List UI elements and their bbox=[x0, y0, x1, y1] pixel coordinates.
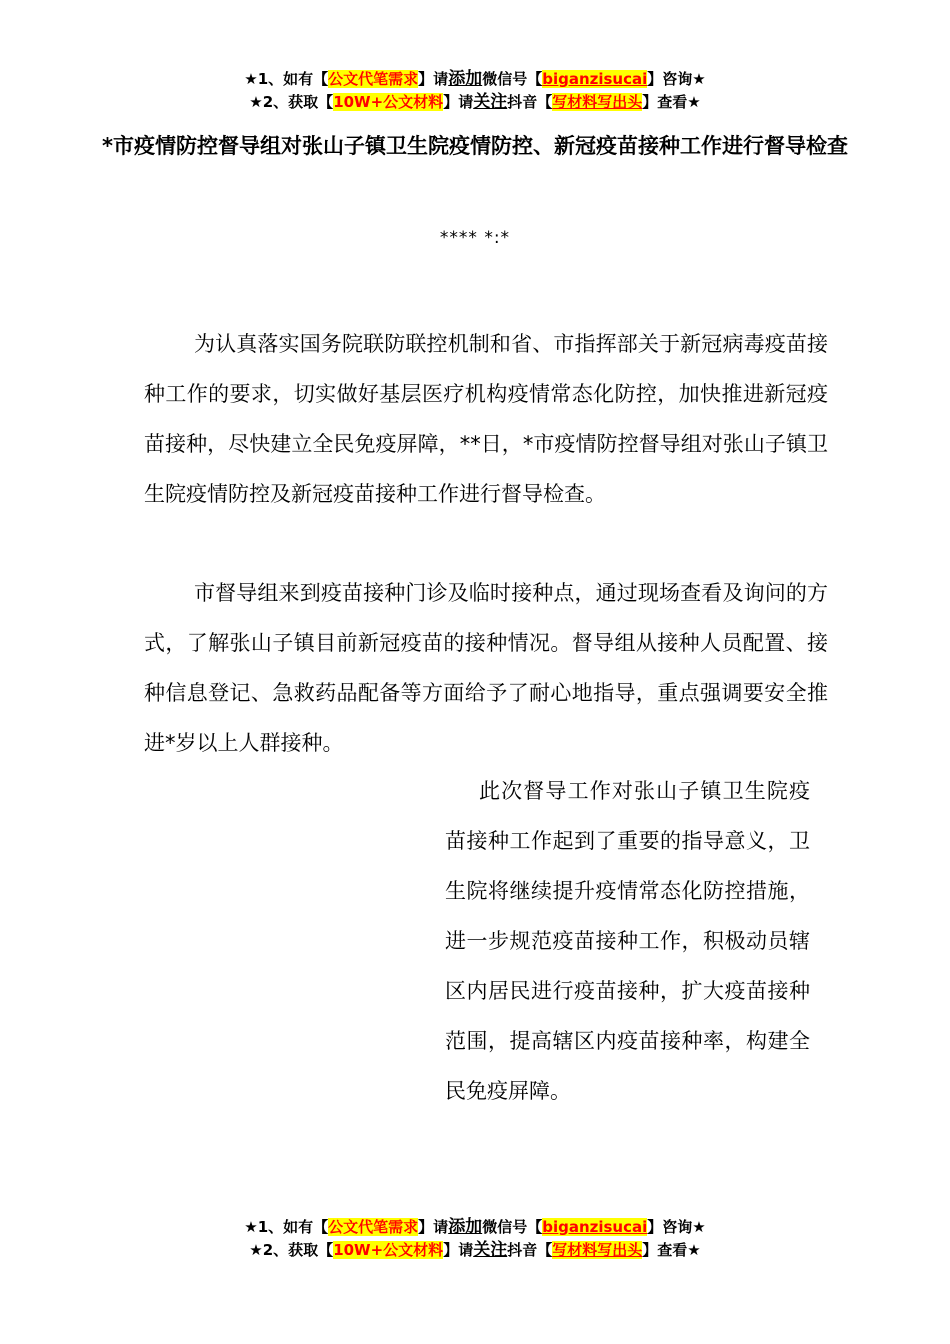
paragraph-2: 市督导组来到疫苗接种门诊及临时接种点，通过现场查看及询问的方式，了解张山子镇目前新冠疫苗的接种情况。督导组从接种人员配置、接种信息登记、急救药品配备等方面给予了耐心地指导，重点强调要安全推进*岁以上人群接种。 bbox=[144, 581, 828, 755]
banner-underlined: 添加 bbox=[448, 1217, 483, 1237]
banner-text: 抖音【 bbox=[507, 1241, 553, 1259]
banner-line-1 bbox=[0, 68, 950, 91]
wechat-id-link[interactable]: biganzisucai bbox=[542, 70, 648, 88]
banner-text: 微信号【 bbox=[482, 70, 543, 88]
banner-text: 微信号【 bbox=[482, 1218, 543, 1236]
banner-highlight: 10W+公文材料 bbox=[333, 93, 444, 111]
douyin-account-link[interactable]: 写材料写出头 bbox=[552, 93, 643, 111]
banner-text: ★2、获取【 bbox=[249, 1241, 334, 1259]
paragraph-1: 为认真落实国务院联防联控机制和省、市指挥部关于新冠病毒疫苗接种工作的要求，切实做好基层医疗机构疫情常态化防控，加快推进新冠疫苗接种，尽快建立全民免疫屏障，**日，*市疫情防控督导组对张山子镇卫生院疫情防控及新冠疫苗接种工作进行督导检查。 bbox=[144, 332, 828, 506]
footer-banner bbox=[0, 1216, 950, 1262]
banner-text: ★1、如有【 bbox=[244, 70, 329, 88]
banner-text: 】请 bbox=[418, 1218, 449, 1236]
banner-highlight: 公文代笔需求 bbox=[328, 70, 419, 88]
banner-text: 】请 bbox=[443, 1241, 474, 1259]
douyin-account-link[interactable]: 写材料写出头 bbox=[552, 1241, 643, 1259]
banner-underlined: 关注 bbox=[473, 1240, 508, 1260]
wechat-id-link[interactable]: biganzisucai bbox=[542, 1218, 648, 1236]
paragraph-3: 此次督导工作对张山子镇卫生院疫苗接种工作起到了重要的指导意义，卫生院将继续提升疫情常态化防控措施，进一步规范疫苗接种工作，积极动员辖区内居民进行疫苗接种，扩大疫苗接种范围，提高辖区内疫苗接种率，构建全民免疫屏障。 bbox=[445, 779, 810, 1103]
banner-highlight: 公文代笔需求 bbox=[328, 1218, 419, 1236]
banner-line-2 bbox=[0, 1239, 950, 1262]
banner-line-2 bbox=[0, 91, 950, 114]
banner-text: 】查看★ bbox=[642, 93, 701, 111]
banner-line-1 bbox=[0, 1216, 950, 1239]
banner-highlight: 10W+公文材料 bbox=[333, 1241, 444, 1259]
banner-text: ★2、获取【 bbox=[249, 93, 334, 111]
banner-text: 】查看★ bbox=[642, 1241, 701, 1259]
banner-underlined: 添加 bbox=[448, 69, 483, 89]
banner-text: 抖音【 bbox=[507, 93, 553, 111]
document-date: **** *:* bbox=[439, 228, 511, 248]
banner-underlined: 关注 bbox=[473, 92, 508, 112]
banner-text: ★1、如有【 bbox=[244, 1218, 329, 1236]
banner-text: 】咨询★ bbox=[647, 70, 706, 88]
header-banner bbox=[0, 68, 950, 114]
banner-text: 】请 bbox=[443, 93, 474, 111]
banner-text: 】咨询★ bbox=[647, 1218, 706, 1236]
banner-text: 】请 bbox=[418, 70, 449, 88]
document-title: *市疫情防控督导组对张山子镇卫生院疫情防控、新冠疫苗接种工作进行督导检查 bbox=[102, 134, 848, 158]
